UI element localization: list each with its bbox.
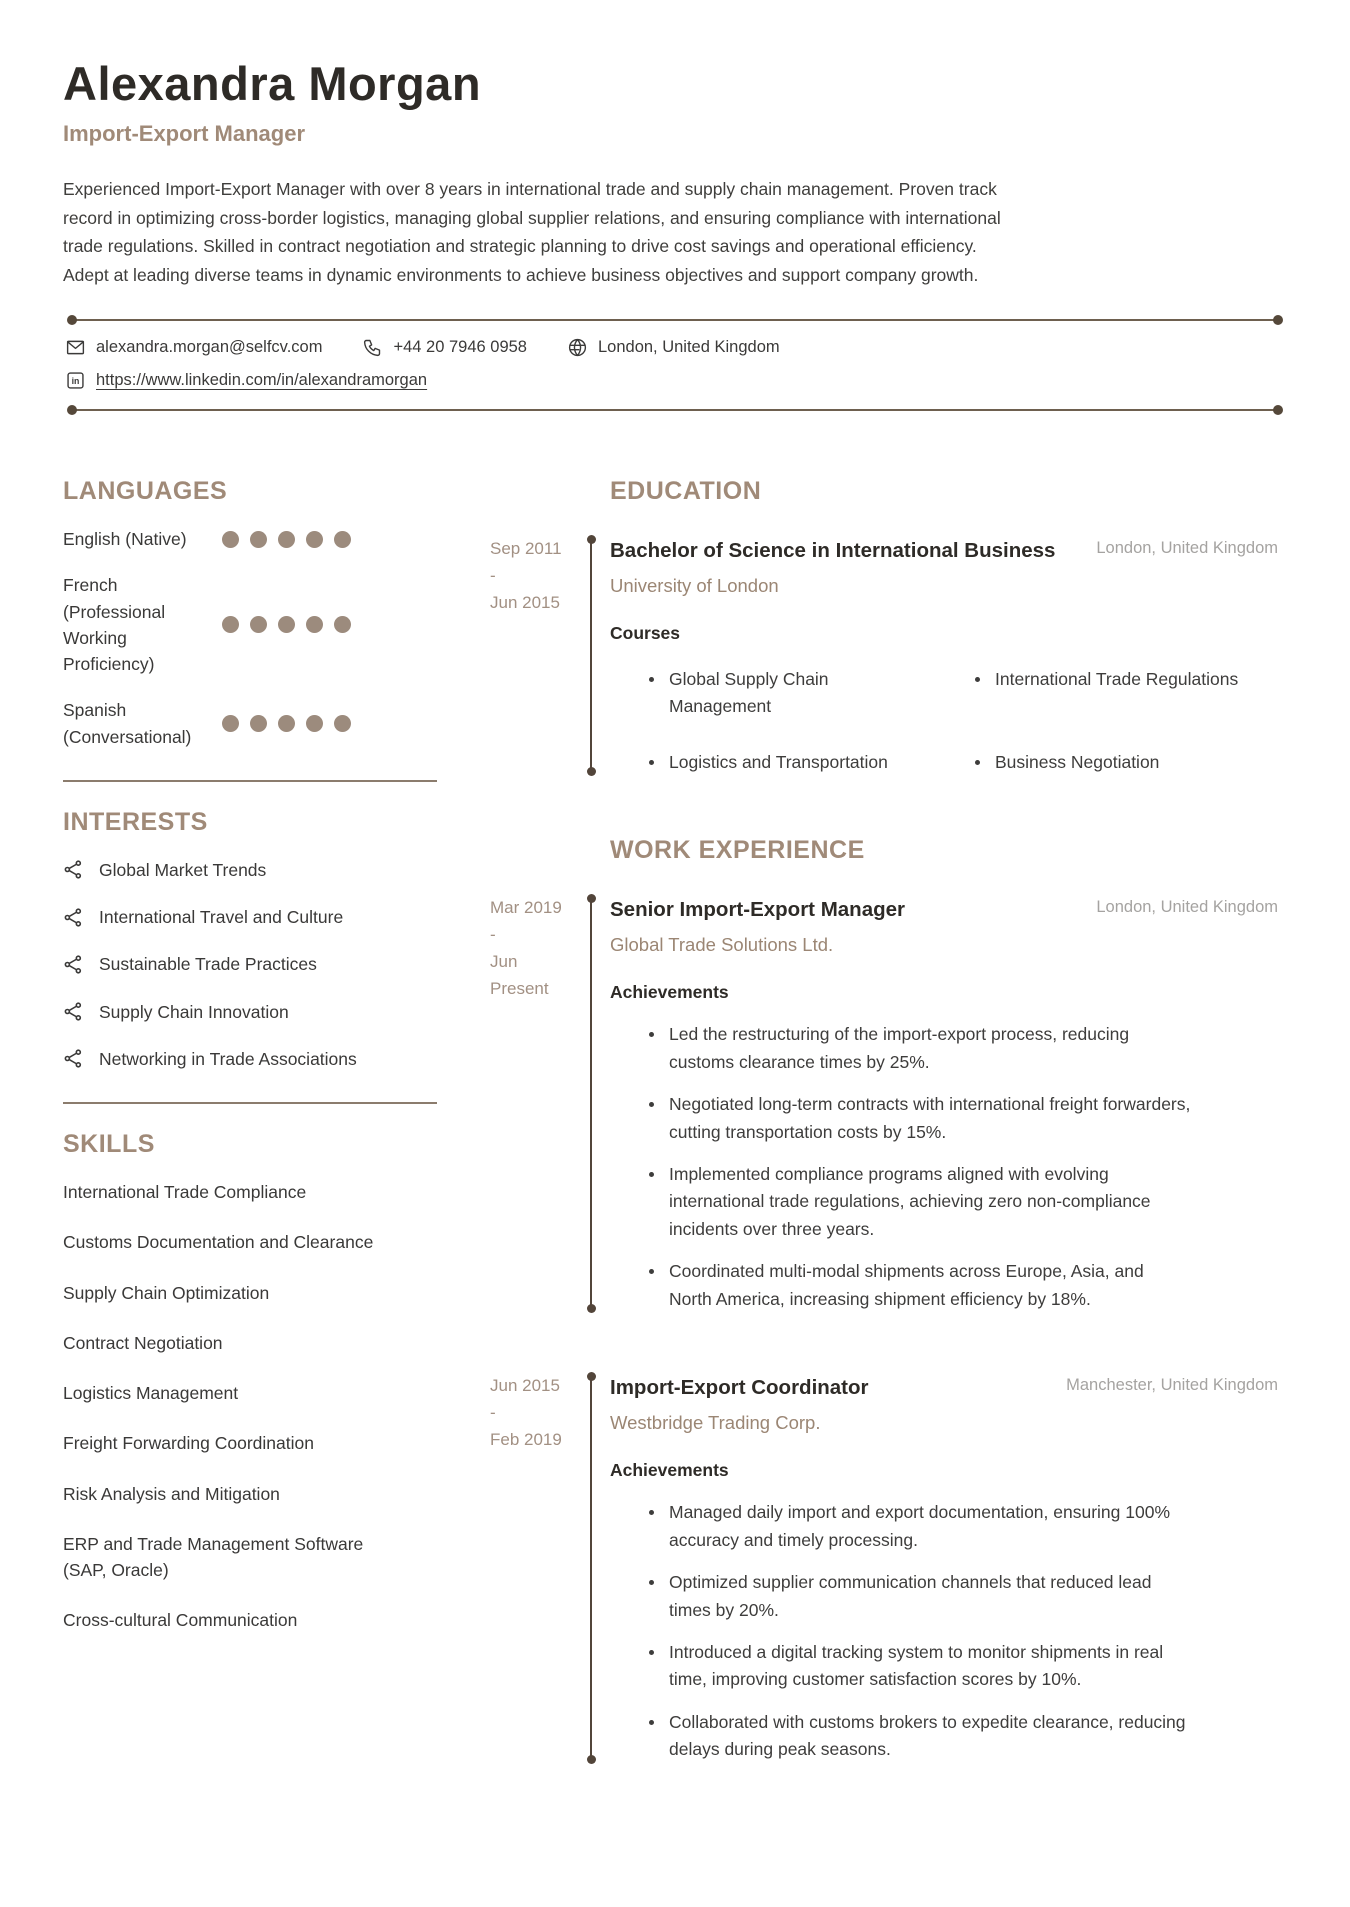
proficiency-dot [334, 616, 351, 633]
achievement-list [610, 1499, 1191, 1764]
section-divider [63, 1102, 437, 1104]
interest-list [63, 857, 437, 1072]
section-divider [63, 780, 437, 782]
date-line: - [490, 1403, 496, 1423]
person-name: Alexandra Morgan [63, 57, 482, 110]
course-item: Logistics and Transportation [648, 749, 924, 776]
achievements-label: Achievements [610, 982, 729, 1003]
date-line: - [490, 925, 496, 945]
skill-item: ERP and Trade Management Software (SAP, Oracle) [63, 1533, 364, 1581]
network-icon [63, 954, 84, 975]
summary-text: Experienced Import-Export Manager with over 8 years in international trade and supply chain management. Proven track record in optimizing cross-border logistics, managing global supplier relations, and ensuring compliance with international trade regulations. Skilled in contract negotiation and strategic planning to drive cost savings and operational efficiency. Adept at leading diverse teams in dynamic environments to achieve business objectives and support company growth. [63, 179, 1001, 285]
language-item [63, 572, 437, 677]
work-entry [490, 1371, 1278, 1764]
skill-item: Customs Documentation and Clearance [63, 1232, 374, 1253]
proficiency-dots [222, 616, 351, 633]
achievement-item: Implemented compliance programs aligned with evolving international trade regulations, achieving zero non-compliance incidents over three years. [648, 1161, 1191, 1243]
course-item: Global Supply Chain Management [648, 666, 924, 721]
proficiency-dot [306, 715, 323, 732]
proficiency-dot [278, 616, 295, 633]
language-name: French (Professional Working Proficiency) [63, 575, 166, 675]
date-line: Mar 2019 [490, 898, 562, 918]
education-entry [490, 534, 1278, 776]
phone-icon [362, 337, 383, 358]
work-experience-heading: WORK EXPERIENCE [610, 836, 865, 865]
proficiency-dot [334, 531, 351, 548]
achievement-list [610, 1021, 1191, 1313]
interest-item [63, 951, 437, 977]
timeline [590, 534, 610, 776]
school-name: University of London [610, 574, 779, 596]
proficiency-dot [306, 531, 323, 548]
date-line: Sep 2011 [490, 539, 562, 559]
contact-email [65, 337, 322, 358]
job-title: Import-Export Coordinator [610, 1376, 869, 1400]
interest-item [63, 904, 437, 930]
achievement-item: Introduced a digital tracking system to monitor shipments in real time, improving customer satisfaction scores by 10%. [648, 1639, 1191, 1694]
course-item: International Trade Regulations [974, 666, 1250, 721]
proficiency-dot [250, 616, 267, 633]
company-name: Westbridge Trading Corp. [610, 1412, 821, 1434]
skills-heading: SKILLS [63, 1130, 155, 1159]
company-name: Global Trade Solutions Ltd. [610, 934, 834, 956]
courses-label: Courses [610, 622, 681, 643]
proficiency-dots [222, 531, 351, 548]
person-job-title: Import-Export Manager [63, 121, 306, 146]
right-column [490, 477, 1278, 1764]
envelope-icon [65, 337, 86, 358]
timeline-line [590, 899, 592, 1308]
entry-body [610, 1371, 1278, 1764]
interest-label: International Travel and Culture [99, 907, 344, 928]
achievement-item: Collaborated with customs brokers to expedite clearance, reducing delays during peak seasons. [648, 1709, 1191, 1764]
interests-heading: INTERESTS [63, 807, 208, 836]
achievement-item: Coordinated multi-modal shipments across Europe, Asia, and North America, increasing shipment efficiency by 18%. [648, 1258, 1191, 1313]
proficiency-dot [250, 715, 267, 732]
achievement-item: Negotiated long-term contracts with international freight forwarders, cutting transportation costs by 15%. [648, 1091, 1191, 1146]
globe-icon [567, 337, 588, 358]
language-list [63, 526, 437, 750]
skill-item: Freight Forwarding Coordination [63, 1433, 314, 1454]
interest-label: Sustainable Trade Practices [99, 954, 317, 975]
location-text: London, United Kingdom [597, 338, 780, 357]
skill-item: Supply Chain Optimization [63, 1282, 270, 1303]
contact-linkedin [65, 370, 427, 391]
date-line: Jun [490, 952, 518, 971]
contact-location [567, 337, 780, 358]
left-column [63, 477, 437, 1764]
achievement-item: Led the restructuring of the import-export process, reducing customs clearance times by 25%. [648, 1021, 1191, 1076]
date-line: Feb 2019 [490, 1430, 562, 1450]
interest-label: Global Market Trends [99, 859, 267, 880]
achievements-label: Achievements [610, 1460, 729, 1481]
course-list [610, 666, 1250, 776]
skill-item: Risk Analysis and Mitigation [63, 1483, 280, 1504]
course-item: Business Negotiation [974, 749, 1250, 776]
proficiency-dot [222, 715, 239, 732]
achievement-item: Optimized supplier communication channels that reduced lead times by 20%. [648, 1569, 1191, 1624]
date-line: Present [490, 978, 549, 998]
date-line: Jun 2015 [490, 592, 560, 612]
network-icon [63, 1001, 84, 1022]
entry-dates [490, 893, 590, 1313]
skill-item: Contract Negotiation [63, 1332, 223, 1353]
date-line: Jun 2015 [490, 1376, 560, 1396]
languages-heading: LANGUAGES [63, 477, 228, 506]
main-columns [63, 477, 1278, 1764]
contact-divider-top [72, 319, 1278, 321]
contact-divider-bottom [72, 409, 1278, 411]
interest-label: Networking in Trade Associations [99, 1048, 357, 1069]
interest-item [63, 1046, 437, 1072]
linkedin-link[interactable]: https://www.linkedin.com/in/alexandramorgan [96, 371, 428, 390]
contact-row-linkedin [65, 370, 1278, 391]
skill-item: Logistics Management [63, 1383, 239, 1404]
proficiency-dot [222, 531, 239, 548]
skill-item: Cross-cultural Communication [63, 1610, 298, 1631]
phone-text: +44 20 7946 0958 [393, 338, 527, 357]
contact-phone [362, 337, 527, 358]
language-item [63, 697, 437, 750]
proficiency-dot [306, 616, 323, 633]
work-entry [490, 893, 1278, 1313]
entry-dates [490, 1371, 590, 1764]
linkedin-icon [65, 370, 86, 391]
proficiency-dots [222, 715, 351, 732]
language-name: Spanish (Conversational) [63, 700, 192, 747]
skill-item: International Trade Compliance [63, 1182, 307, 1203]
education-heading: EDUCATION [610, 477, 762, 506]
timeline [590, 1371, 610, 1764]
interest-label: Supply Chain Innovation [99, 1001, 289, 1022]
date-line: - [490, 565, 496, 585]
contact-section [63, 319, 1278, 411]
language-item [63, 526, 437, 552]
entry-body [610, 893, 1278, 1313]
svg-text:in: in [71, 376, 80, 387]
email-text: alexandra.morgan@selfcv.com [96, 338, 323, 357]
skill-list [63, 1179, 437, 1634]
achievement-item: Managed daily import and export documentation, ensuring 100% accuracy and timely processing. [648, 1499, 1191, 1554]
network-icon [63, 859, 84, 880]
proficiency-dot [278, 531, 295, 548]
timeline-line [590, 1377, 592, 1759]
network-icon [63, 907, 84, 928]
proficiency-dot [278, 715, 295, 732]
entry-location: Manchester, United Kingdom [1066, 1376, 1278, 1395]
proficiency-dot [250, 531, 267, 548]
network-icon [63, 1048, 84, 1069]
job-title: Senior Import-Export Manager [610, 898, 906, 922]
entry-location: London, United Kingdom [1096, 898, 1278, 917]
contact-row [65, 337, 1278, 358]
interest-item [63, 857, 437, 883]
entry-location: London, United Kingdom [1096, 539, 1278, 558]
proficiency-dot [334, 715, 351, 732]
proficiency-dot [222, 616, 239, 633]
degree-title: Bachelor of Science in International Business [610, 539, 1056, 563]
entry-dates [490, 534, 590, 776]
timeline-line [590, 540, 592, 771]
entry-body [610, 534, 1278, 776]
language-name: English (Native) [63, 529, 187, 550]
interest-item [63, 999, 437, 1025]
timeline [590, 893, 610, 1313]
